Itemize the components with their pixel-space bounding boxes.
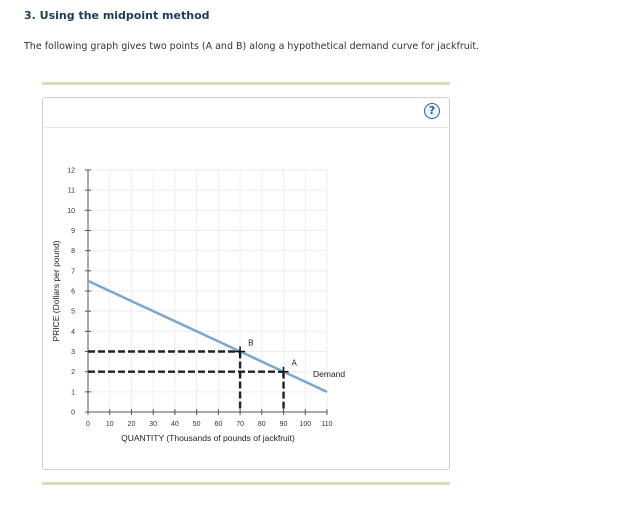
x-tick-label: 40 (171, 421, 179, 428)
y-tick-label: 3 (71, 349, 75, 356)
y-tick-label: 7 (71, 268, 75, 276)
y-tick-label: 11 (67, 187, 75, 195)
x-tick-label: 0 (86, 421, 90, 428)
y-tick-label: 9 (71, 228, 75, 235)
x-tick-label: 50 (192, 421, 201, 428)
y-tick-label: 2 (71, 369, 75, 377)
y-tick-label: 4 (71, 328, 75, 336)
x-tick-label: 60 (214, 421, 223, 428)
point-label-a: A (291, 358, 297, 368)
x-tick-label: 20 (127, 421, 136, 428)
x-tick-label: 110 (321, 421, 333, 428)
y-tick-label: 10 (67, 207, 75, 215)
y-tick-label: 12 (67, 167, 75, 175)
x-tick-label: 100 (299, 421, 312, 428)
x-tick-label: 10 (105, 421, 114, 428)
help-icon[interactable]: ? (424, 103, 440, 119)
y-tick-label: 0 (71, 409, 75, 417)
demand-curve-label: Demand (313, 368, 346, 379)
x-axis-title: QUANTITY (Thousands of pounds of jackfruit) (121, 433, 295, 443)
x-tick-label: 70 (236, 421, 244, 428)
demand-curve (88, 281, 327, 392)
x-tick-label: 80 (257, 421, 266, 428)
bottom-divider (42, 482, 450, 485)
question-intro: The following graph gives two points (A and B) along a hypothetical demand curve for jackfruit. (24, 41, 480, 52)
x-tick-label: 90 (279, 421, 288, 428)
point-label-b: B (248, 338, 254, 348)
question-heading: 3. Using the midpoint method (24, 9, 210, 22)
y-tick-label: 6 (71, 288, 75, 296)
y-axis-title: PRICE (Dollars per pound) (51, 240, 61, 342)
y-tick-label: 8 (71, 248, 75, 256)
y-tick-label: 1 (71, 389, 75, 397)
x-tick-label: 30 (149, 421, 158, 428)
y-tick-label: 5 (71, 308, 75, 316)
